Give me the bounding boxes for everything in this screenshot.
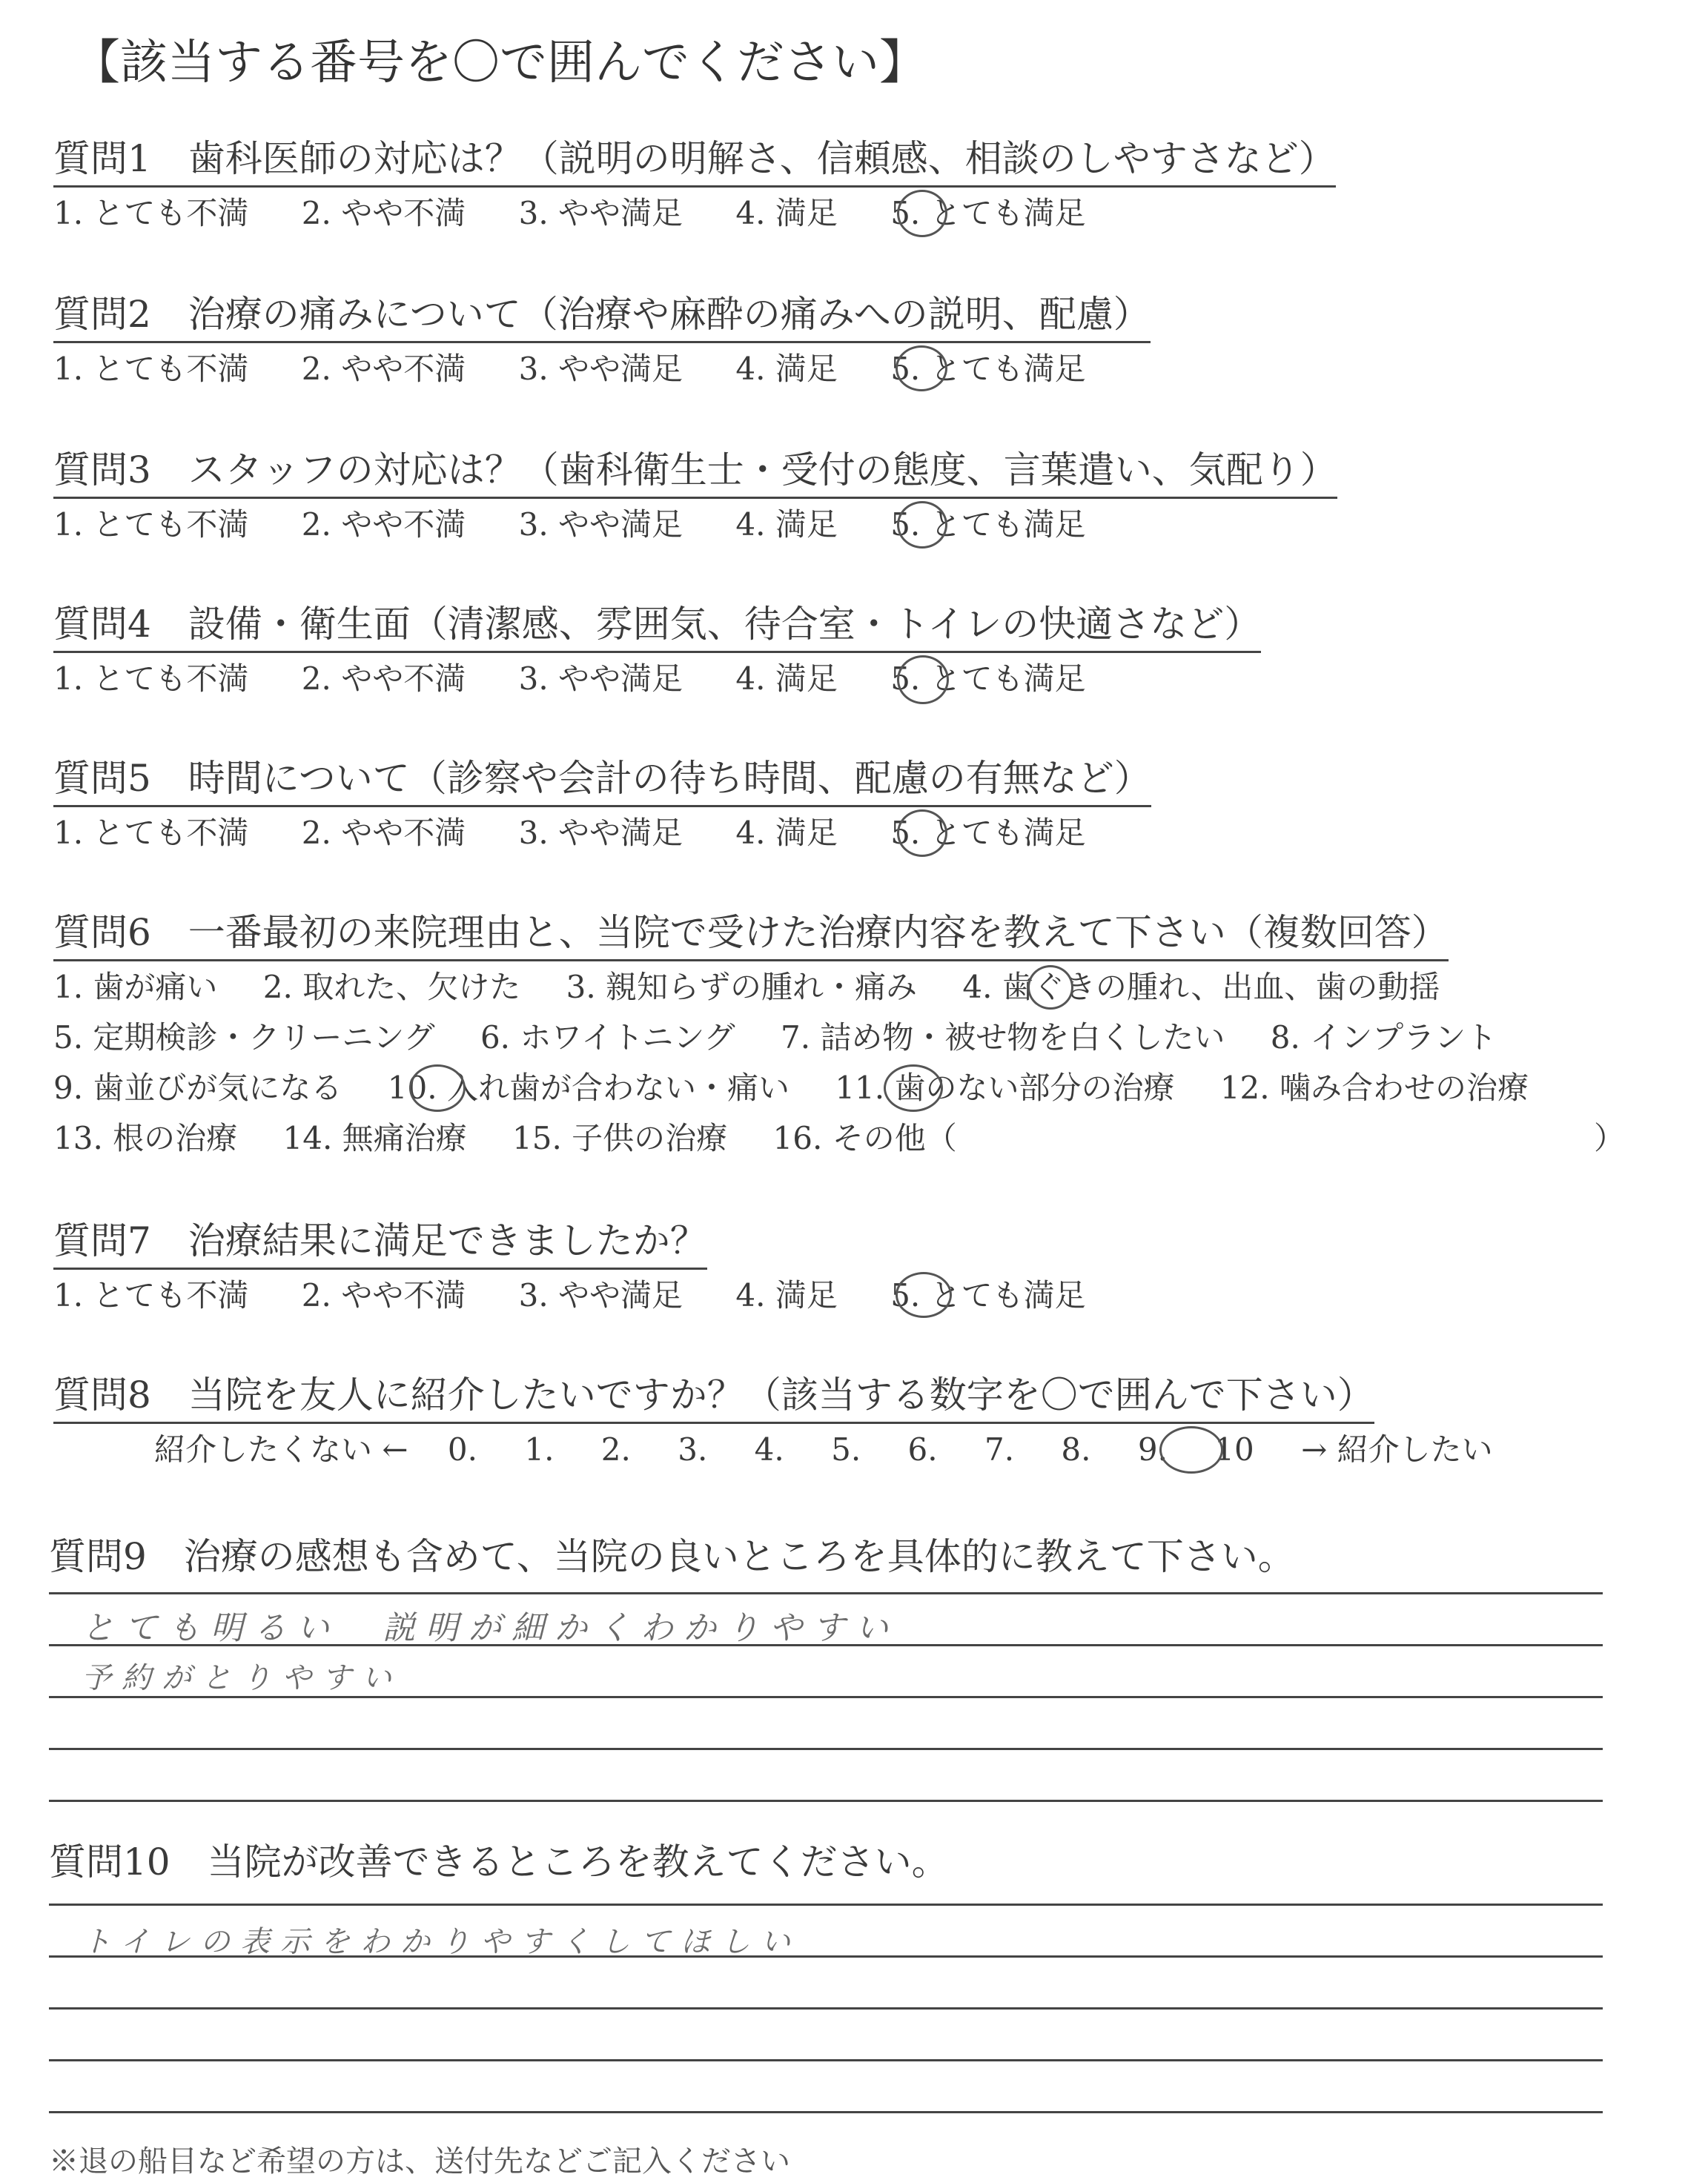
q6-option-4[interactable]: 4. 歯ぐきの腫れ、出血、歯の動揺: [962, 969, 1440, 1005]
q5-selected-circle: [897, 809, 947, 857]
question-4-label: 質問4 設備・衛生面（清潔感、雰囲気、待合室・トイレの快適さなど）: [53, 599, 1261, 653]
q10-answer-line-2: [49, 1955, 1603, 1958]
question-5-options: [53, 812, 1129, 854]
q7-selected-circle: [896, 1272, 952, 1318]
q6-option-11-circle: [884, 1064, 943, 1112]
q8-right-label: → 紹介したい: [1301, 1431, 1493, 1468]
q8-score-7[interactable]: 7.: [984, 1431, 1015, 1468]
q4-selected-circle: [897, 655, 949, 704]
q4-option-1[interactable]: 1. とても不満: [53, 660, 249, 697]
q6-option-1[interactable]: 1. 歯が痛い: [53, 969, 218, 1005]
q5-option-4[interactable]: 4. 満足: [735, 815, 838, 851]
q6-option-14[interactable]: 14. 無痛治療: [282, 1120, 467, 1156]
q7-option-1[interactable]: 1. とても不満: [53, 1277, 249, 1313]
q9-answer-line-2: [49, 1644, 1603, 1646]
q5-option-1[interactable]: 1. とても不満: [53, 815, 249, 851]
q8-score-4[interactable]: 4.: [754, 1431, 784, 1468]
q5-option-3[interactable]: 3. やや満足: [518, 815, 683, 851]
q8-selected-circle: [1159, 1426, 1223, 1474]
q6-row-2: [53, 1017, 1540, 1058]
q2-selected-circle: [896, 345, 947, 391]
q6-option-10[interactable]: 10. 入れ歯が合わない・痛い: [387, 1070, 790, 1106]
q9-answer-line-3: [49, 1696, 1603, 1698]
question-2-label: 質問2 治療の痛みについて（治療や麻酔の痛みへの説明、配慮）: [53, 289, 1151, 343]
question-1-options: [53, 193, 1129, 234]
q7-option-5[interactable]: 5. とても満足: [890, 1277, 1086, 1313]
question-3-options: [53, 504, 1129, 546]
question-1-label: 質問1 歯科医師の対応は？（説明の明解さ、信頼感、相談のしやすさなど）: [53, 133, 1336, 188]
question-7-options: [53, 1275, 1129, 1316]
q7-option-3[interactable]: 3. やや満足: [518, 1277, 683, 1313]
q10-handwritten-answer-1[interactable]: トイレの表示をわかりやすくしてほしい: [82, 1925, 801, 1959]
q3-option-5[interactable]: 5. とても満足: [890, 506, 1086, 543]
q6-option-10-circle: [409, 1064, 466, 1112]
q6-option-16[interactable]: 16. その他（: [772, 1120, 957, 1156]
q1-selected-circle: [897, 190, 947, 237]
q3-option-2[interactable]: 2. やや不満: [301, 506, 466, 543]
q3-option-1[interactable]: 1. とても不満: [53, 506, 249, 543]
q4-option-2[interactable]: 2. やや不満: [301, 660, 466, 697]
q2-option-4[interactable]: 4. 満足: [735, 351, 838, 387]
q7-option-2[interactable]: 2. やや不満: [301, 1277, 466, 1313]
q9-handwritten-answer-1[interactable]: とても明るい 説明が細かくわかりやすい: [82, 1609, 898, 1647]
q8-left-label: 紹介したくない ←: [154, 1431, 408, 1468]
q1-option-5[interactable]: 5. とても満足: [890, 195, 1086, 231]
q6-option-6[interactable]: 6. ホワイトニング: [480, 1019, 735, 1056]
question-7-label: 質問7 治療結果に満足できましたか？: [53, 1216, 707, 1270]
q2-option-1[interactable]: 1. とても不満: [53, 351, 249, 387]
q6-row-1: [53, 967, 1483, 1008]
q1-option-3[interactable]: 3. やや満足: [518, 195, 683, 231]
q10-answer-line-5: [49, 2111, 1603, 2113]
q8-score-2[interactable]: 2.: [600, 1431, 631, 1468]
q8-score-10[interactable]: 10: [1214, 1431, 1254, 1468]
q6-option-3[interactable]: 3. 親知らずの腫れ・痛み: [566, 969, 918, 1005]
question-10-label: 質問10 当院が改善できるところを教えてください。: [49, 1841, 949, 1884]
q9-handwritten-answer-2[interactable]: 予約がとりやすい: [82, 1661, 402, 1695]
q10-answer-line-1: [49, 1904, 1603, 1906]
q1-option-4[interactable]: 4. 満足: [735, 195, 838, 231]
q10-answer-line-3: [49, 2007, 1603, 2010]
q3-option-3[interactable]: 3. やや満足: [518, 506, 683, 543]
question-6-label: 質問6 一番最初の来院理由と、当院で受けた治療内容を教えて下さい（複数回答）: [53, 907, 1449, 961]
q6-option-11[interactable]: 11. 歯のない部分の治療: [835, 1070, 1175, 1106]
question-3-label: 質問3 スタッフの対応は？（歯科衛生士・受付の態度、言葉遣い、気配り）: [53, 445, 1337, 499]
q8-score-1[interactable]: 1.: [524, 1431, 555, 1468]
q4-option-4[interactable]: 4. 満足: [735, 660, 838, 697]
q1-option-2[interactable]: 2. やや不満: [301, 195, 466, 231]
question-8-label: 質問8 当院を友人に紹介したいですか？（該当する数字を〇で囲んで下さい）: [53, 1370, 1374, 1424]
q9-answer-line-4: [49, 1748, 1603, 1750]
q6-option-4-circle: [1027, 965, 1073, 1010]
q3-selected-circle: [897, 501, 947, 549]
q9-answer-line-1: [49, 1592, 1603, 1594]
q6-other-close-paren: ）: [1594, 1120, 1626, 1156]
q8-score-3[interactable]: 3.: [678, 1431, 708, 1468]
q6-option-5[interactable]: 5. 定期検診・クリーニング: [53, 1019, 435, 1056]
q6-option-9[interactable]: 9. 歯並びが気になる: [53, 1070, 342, 1106]
q8-score-5[interactable]: 5.: [831, 1431, 861, 1468]
q8-score-0[interactable]: 0.: [447, 1431, 477, 1468]
page-title: 【該当する番号を〇で囲んでください】: [73, 36, 927, 90]
question-2-options: [53, 348, 1129, 390]
q6-row-4: [53, 1118, 957, 1159]
q6-option-13[interactable]: 13. 根の治療: [53, 1120, 238, 1156]
q4-option-3[interactable]: 3. やや満足: [518, 660, 683, 697]
q1-option-1[interactable]: 1. とても不満: [53, 195, 249, 231]
q8-scale: [154, 1429, 1493, 1471]
q2-option-5[interactable]: 5. とても満足: [890, 351, 1086, 387]
q6-option-8[interactable]: 8. インプラント: [1270, 1019, 1497, 1056]
q2-option-2[interactable]: 2. やや不満: [301, 351, 466, 387]
question-5-label: 質問5 時間について（診察や会計の待ち時間、配慮の有無など）: [53, 753, 1151, 807]
question-9-label: 質問9 治療の感想も含めて、当院の良いところを具体的に教えて下さい。: [49, 1535, 1295, 1578]
q6-row-3: [53, 1067, 1572, 1109]
q7-option-4[interactable]: 4. 満足: [735, 1277, 838, 1313]
q10-answer-line-4: [49, 2059, 1603, 2061]
question-4-options: [53, 658, 1129, 700]
q6-option-12[interactable]: 12. 噛み合わせの治療: [1219, 1070, 1529, 1106]
footer-note-clipped: ※退の船目など希望の方は、送付先などご記入ください: [49, 2144, 790, 2179]
q6-option-15[interactable]: 15. 子供の治療: [512, 1120, 728, 1156]
q6-option-7[interactable]: 7. 詰め物・被せ物を白くしたい: [780, 1019, 1225, 1056]
q6-option-2[interactable]: 2. 取れた、欠けた: [262, 969, 521, 1005]
q4-option-5[interactable]: 5. とても満足: [890, 660, 1086, 697]
q8-score-9[interactable]: 9.: [1137, 1431, 1168, 1468]
q5-option-2[interactable]: 2. やや不満: [301, 815, 466, 851]
q3-option-4[interactable]: 4. 満足: [735, 506, 838, 543]
q8-score-6[interactable]: 6.: [907, 1431, 938, 1468]
q2-option-3[interactable]: 3. やや満足: [518, 351, 683, 387]
q9-answer-line-5: [49, 1800, 1603, 1802]
q8-score-8[interactable]: 8.: [1061, 1431, 1091, 1468]
q5-option-5[interactable]: 5. とても満足: [890, 815, 1086, 851]
